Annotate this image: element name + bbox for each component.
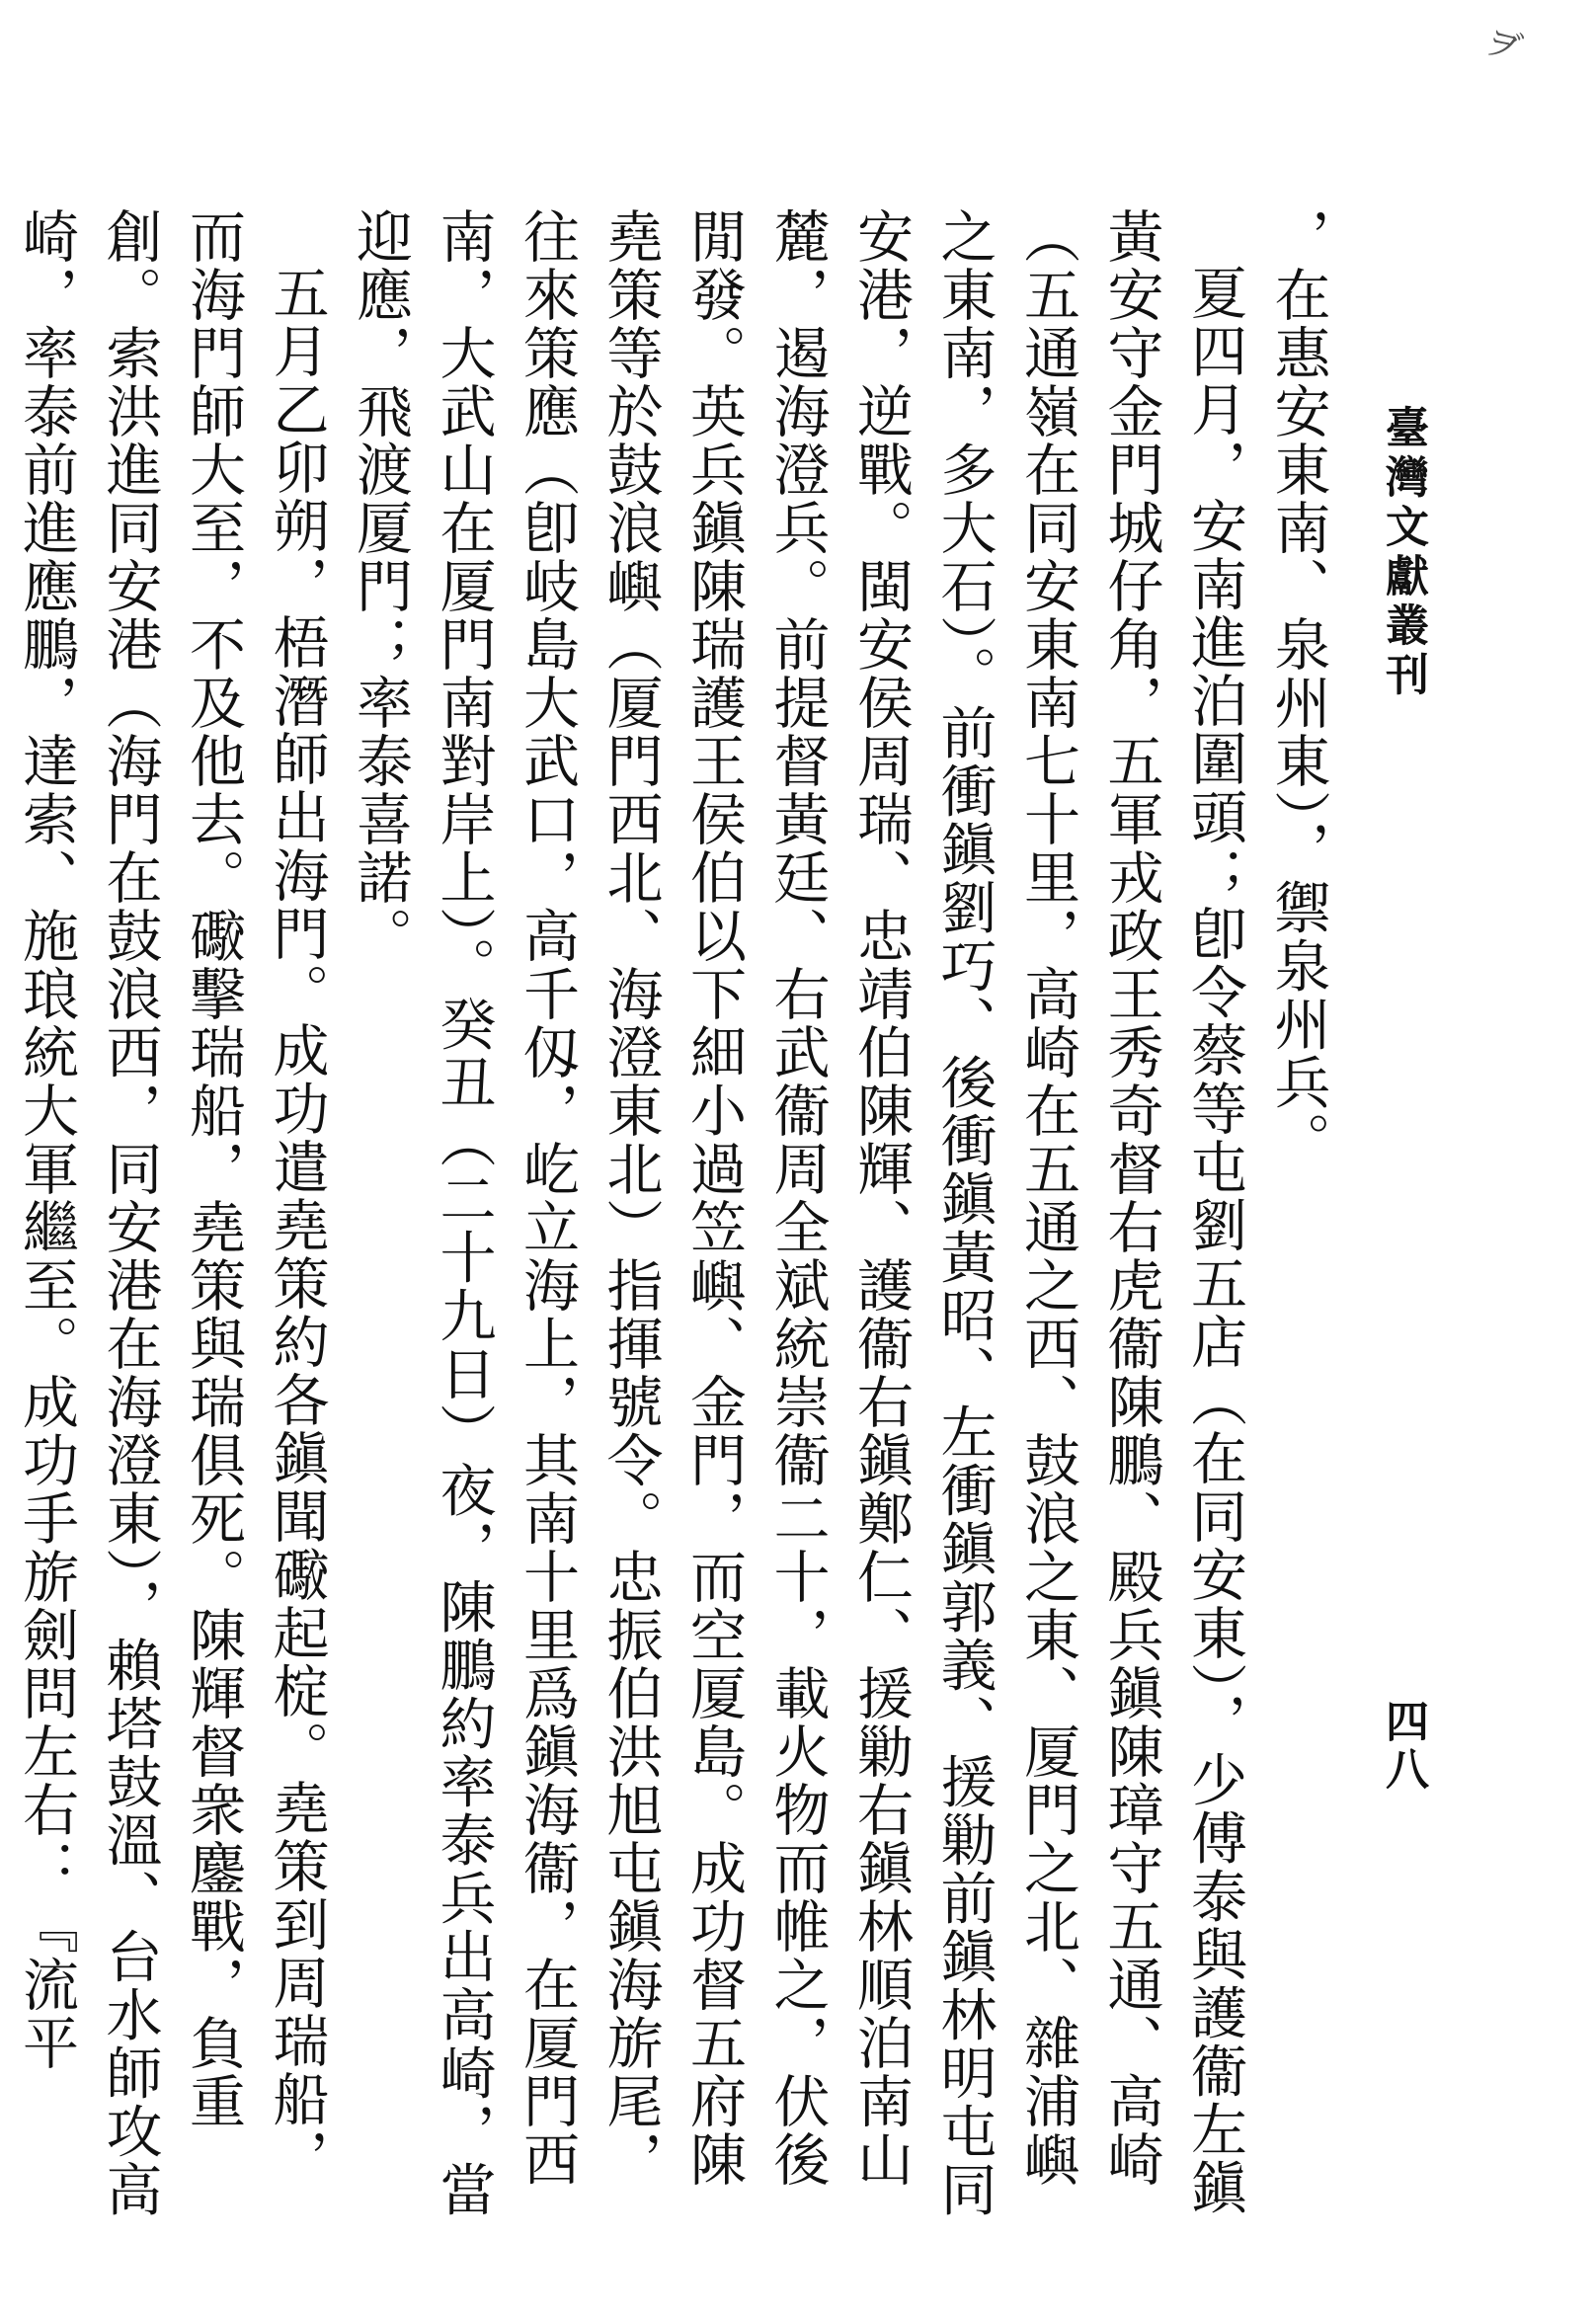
- paragraph-continuation: ，在惠安東南、泉州東），禦泉州兵。: [1265, 207, 1330, 1170]
- paragraph-fourth-month: 夏四月，安南進泊圍頭；卽令蔡等屯劉五店（在同安東），少傅泰與護衞左鎭黃安守金門城仔角，五軍戎政王秀奇督右虎衞陳鵬、殿兵鎭陳璋守五通、高崎（五通嶺在同安東南七十里，高崎在五通之西、鼓浪之東、厦門之北、雜浦嶼之東南，多大石）。前衝鎭劉巧、後衝鎭黃昭、左衝鎭郭義、援勦前鎭林明屯同安港，逆戰。閩安侯周瑞、忠靖伯陳輝、護衞右鎭鄭仁、援勦右鎭林順泊南山麓，遏海澄兵。前提督黃廷、右武衞周全斌統崇衞二十，載火物而帷之，伏後閒發。英兵鎭陳瑞護王侯伯以下細小過笠嶼、金門，而空厦島。成功督五府陳堯策等於鼓浪嶼（厦門西北、海澄東北）指揮號令。忠振伯洪旭屯鎭海旂尾，往來策應（卽岐島大武口，高千仭，屹立海上，其南十里爲鎭海衞，在厦門西南，大武山在厦門南對岸上）。癸丑（二十九日）夜，陳鵬約率泰兵出高崎，當迎應，飛渡厦門；率泰喜諾。: [347, 207, 1247, 2219]
- running-header-title: 臺灣文獻叢刊: [1378, 405, 1428, 701]
- corner-mark: ヺ: [1479, 20, 1527, 71]
- page-number: 四八: [1378, 1699, 1428, 1794]
- paragraph-fifth-month: 五月乙卯朔，梧潛師出海門。成功遣堯策約各鎭聞礮起椗。堯策到周瑞船，而海門師大至，不及他去。礮擊瑞船，堯策與瑞俱死。陳輝督衆鏖戰，負重創。索洪進同安港（海門在鼓浪西，同安港在海澄東），賴塔鼓溫、台水師攻高崎，率泰前進應鵬，達索、施琅統大軍繼至。成功手旂劍問左右：『流平: [13, 207, 329, 2219]
- body-text: [13, 207, 1339, 2232]
